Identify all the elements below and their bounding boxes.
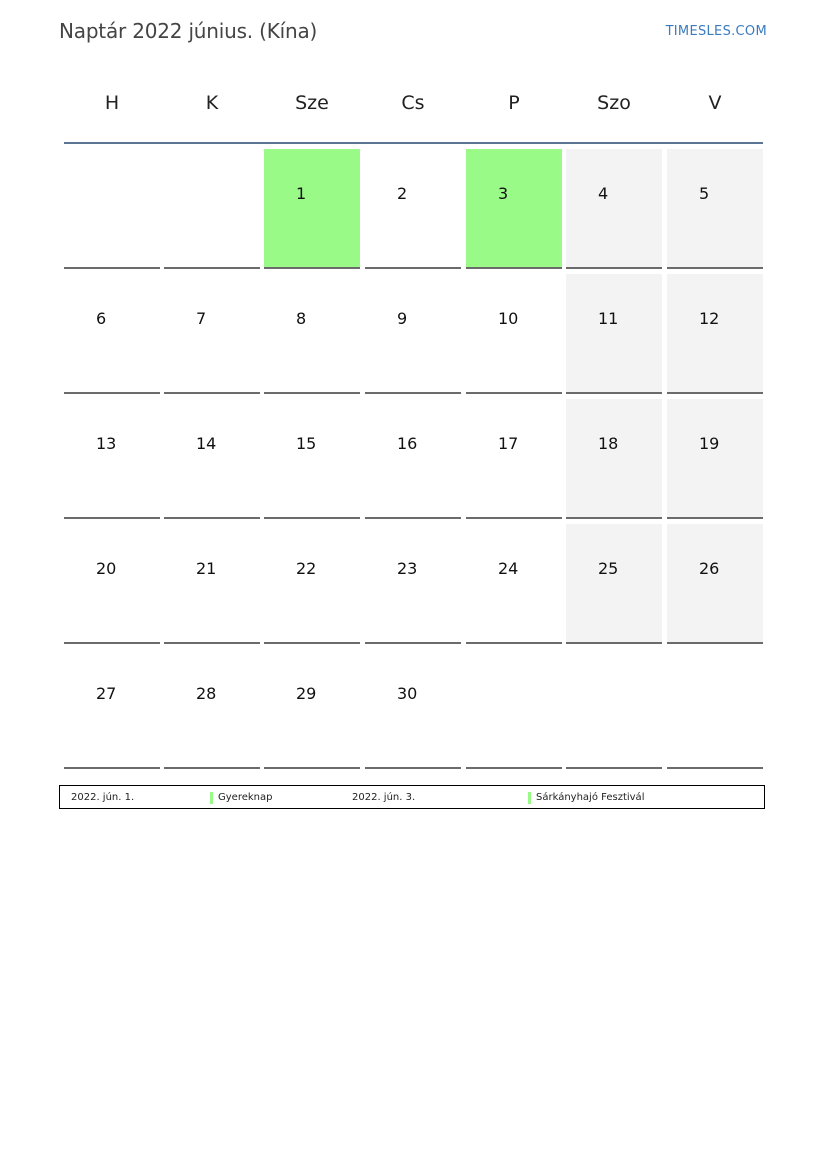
- day-cell: [365, 524, 461, 644]
- day-number: 4: [598, 184, 609, 203]
- weekday-saturday: Szo: [597, 92, 631, 114]
- day-number: 11: [598, 309, 619, 328]
- day-number: 22: [296, 559, 317, 578]
- day-number: 17: [498, 434, 519, 453]
- cell-bottom-rule: [365, 267, 461, 269]
- day-cell: [466, 149, 562, 269]
- day-cell: [64, 524, 160, 644]
- brand-link[interactable]: TIMESLES.COM: [665, 24, 767, 39]
- cell-bottom-rule: [64, 517, 160, 519]
- day-number: 30: [397, 684, 418, 703]
- cell-bottom-rule: [365, 642, 461, 644]
- cell-bottom-rule: [164, 767, 260, 769]
- day-number: 8: [296, 309, 307, 328]
- legend-holiday-name: [210, 792, 272, 803]
- weekday-monday: H: [104, 92, 120, 114]
- day-number: 16: [397, 434, 418, 453]
- day-cell: [466, 274, 562, 394]
- day-cell: [64, 649, 160, 769]
- cell-bottom-rule: [64, 267, 160, 269]
- day-cell: [164, 399, 260, 519]
- day-number: 10: [498, 309, 519, 328]
- day-cell: [466, 524, 562, 644]
- legend-holiday-name: [528, 792, 644, 803]
- empty-day-cell: [466, 649, 562, 769]
- legend-color-swatch: [528, 792, 531, 804]
- day-number: 18: [598, 434, 619, 453]
- day-cell: [264, 149, 360, 269]
- weekday-friday: P: [508, 92, 520, 114]
- day-cell: [64, 399, 160, 519]
- cell-bottom-rule: [566, 642, 662, 644]
- day-number: 9: [397, 309, 408, 328]
- empty-day-cell: [667, 649, 763, 769]
- cell-bottom-rule: [466, 642, 562, 644]
- weekday-tuesday: K: [205, 92, 219, 114]
- cell-bottom-rule: [264, 767, 360, 769]
- holiday-legend: [59, 785, 765, 809]
- page-title: Naptár 2022 június. (Kína): [59, 19, 318, 43]
- day-number: 20: [96, 559, 117, 578]
- cell-bottom-rule: [365, 767, 461, 769]
- day-cell: [64, 274, 160, 394]
- cell-bottom-rule: [566, 517, 662, 519]
- cell-bottom-rule: [466, 267, 562, 269]
- cell-bottom-rule: [667, 517, 763, 519]
- day-number: 3: [498, 184, 509, 203]
- day-cell: [164, 649, 260, 769]
- day-cell: [365, 149, 461, 269]
- day-number: 13: [96, 434, 117, 453]
- day-cell: [566, 399, 662, 519]
- cell-bottom-rule: [64, 642, 160, 644]
- day-cell: [667, 399, 763, 519]
- day-number: 19: [699, 434, 720, 453]
- day-number: 14: [196, 434, 217, 453]
- day-number: 15: [296, 434, 317, 453]
- cell-bottom-rule: [64, 392, 160, 394]
- day-cell: [264, 274, 360, 394]
- legend-date: 2022. jún. 3.: [352, 792, 416, 803]
- cell-bottom-rule: [667, 642, 763, 644]
- day-number: 27: [96, 684, 117, 703]
- day-cell: [466, 399, 562, 519]
- day-cell: [667, 149, 763, 269]
- day-number: 1: [296, 184, 307, 203]
- weekday-wednesday: Sze: [295, 92, 329, 114]
- cell-bottom-rule: [466, 767, 562, 769]
- empty-day-cell: [64, 149, 160, 269]
- day-cell: [365, 274, 461, 394]
- cell-bottom-rule: [566, 767, 662, 769]
- cell-bottom-rule: [264, 392, 360, 394]
- day-number: 5: [699, 184, 710, 203]
- cell-bottom-rule: [466, 392, 562, 394]
- cell-bottom-rule: [164, 267, 260, 269]
- day-cell: [164, 524, 260, 644]
- day-number: 12: [699, 309, 720, 328]
- cell-bottom-rule: [264, 642, 360, 644]
- day-cell: [667, 524, 763, 644]
- legend-color-swatch: [210, 792, 213, 804]
- day-number: 21: [196, 559, 217, 578]
- day-number: 23: [397, 559, 418, 578]
- cell-bottom-rule: [164, 392, 260, 394]
- day-number: 28: [196, 684, 217, 703]
- day-number: 2: [397, 184, 408, 203]
- day-cell: [264, 524, 360, 644]
- cell-bottom-rule: [667, 392, 763, 394]
- cell-bottom-rule: [264, 267, 360, 269]
- day-number: 7: [196, 309, 207, 328]
- cell-bottom-rule: [365, 517, 461, 519]
- weekday-thursday: Cs: [401, 92, 425, 114]
- day-number: 26: [699, 559, 720, 578]
- legend-date: 2022. jún. 1.: [71, 792, 135, 803]
- cell-bottom-rule: [566, 392, 662, 394]
- day-number: 25: [598, 559, 619, 578]
- day-number: 24: [498, 559, 519, 578]
- day-cell: [264, 399, 360, 519]
- cell-bottom-rule: [566, 267, 662, 269]
- day-cell: [566, 524, 662, 644]
- empty-day-cell: [164, 149, 260, 269]
- day-cell: [365, 649, 461, 769]
- day-cell: [667, 274, 763, 394]
- cell-bottom-rule: [667, 267, 763, 269]
- legend-holiday-label: Gyereknap: [218, 792, 273, 803]
- weekday-sunday: V: [708, 92, 722, 114]
- cell-bottom-rule: [667, 767, 763, 769]
- day-cell: [566, 274, 662, 394]
- day-cell: [365, 399, 461, 519]
- day-cell: [164, 274, 260, 394]
- cell-bottom-rule: [466, 517, 562, 519]
- cell-bottom-rule: [64, 767, 160, 769]
- day-cell: [566, 149, 662, 269]
- cell-bottom-rule: [264, 517, 360, 519]
- cell-bottom-rule: [164, 517, 260, 519]
- day-number: 29: [296, 684, 317, 703]
- cell-bottom-rule: [164, 642, 260, 644]
- day-number: 6: [96, 309, 107, 328]
- day-cell: [264, 649, 360, 769]
- legend-holiday-label: Sárkányhajó Fesztivál: [536, 792, 645, 803]
- empty-day-cell: [566, 649, 662, 769]
- cell-bottom-rule: [365, 392, 461, 394]
